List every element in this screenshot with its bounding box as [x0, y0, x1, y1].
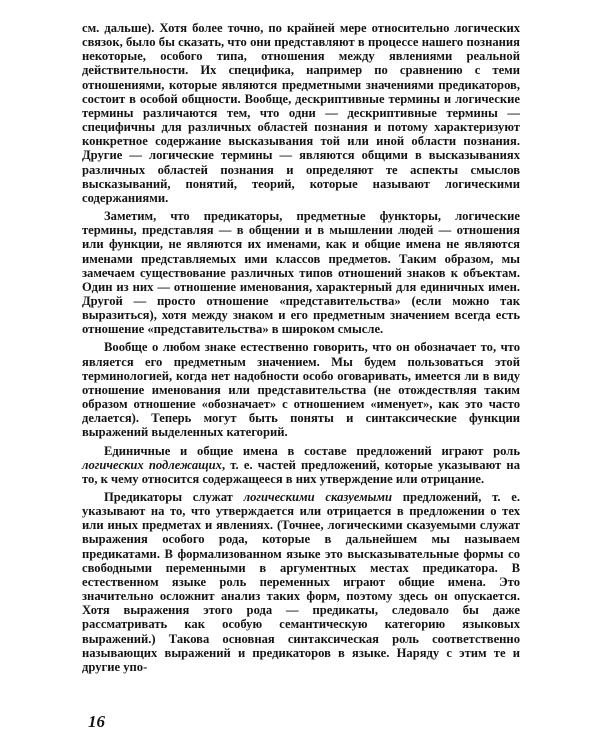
text-segment: предложений, т. е. указывают на то, что утверждается или отрицается в предложении о тех или иных предметах и явлениях. (Точнее, логическими сказуемыми служат выражения особого рода, которые в дальнейшем мы называем предикатами. В формализованном языке это высказывательные формы со свободными переменными в аргументных местах предикатора. В естественном языке роль переменных играют общие имена. Это значительно осложнит анализ таких форм, поэтому здесь он опускается. Хотя выражения этого рода — предикаты, следовало бы даже рассматривать как особую семантическую категорию языковых выражений.) Такова основная синтаксическая роль соответственно называющих выражений и предикаторов в языке. Наряду с этим те и другие упо-	[82, 490, 520, 674]
paragraph-5	[82, 490, 520, 674]
page-body-text	[82, 21, 520, 674]
paragraph-2	[82, 209, 520, 336]
paragraph-1	[82, 21, 520, 205]
text-segment: Заметим, что предикаторы, предметные функторы, логические термины, представляя — в общении и в мышлении людей — отношения или функции, не являются их именами, как и общие имена не являются именами представляемых ими классов предметов. Таким образом, мы замечаем существование различных типов отношений знаков к объектам. Один из них — отношение именования, характерный для единичных имен. Другой — просто отношение «представительства» (если можно так выразиться), хотя между знаком и его предметным значением всегда есть отношение «представительства» в широком смысле.	[82, 209, 520, 337]
text-segment: Вообще о любом знаке естественно говорить, что он обозначает то, что является его предметным значением. Мы будем пользоваться этой терминологией, когда нет надобности особо оговаривать, имеется ли в виду отношение именования или представительства (не отождествляя таким образом отношение «обозначает» с отношением «именует», как это часто делается). Теперь могут быть поняты и синтаксические функции выражений выделенных категорий.	[82, 340, 520, 440]
italic-term: логических подлежащих	[82, 457, 222, 472]
text-segment: см. дальше). Хотя более точно, по крайней мере относительно логических связок, было бы сказать, что они представляют в процессе нашего познания некоторые, особого типа, отношения между явлениями реальной действительности. Их специфика, например по сравнению с теми отношениями, которые являются предметными значениями предикаторов, состоит в особой общности. Вообще, дескриптивные термины и логические термины различаются тем, что одни — дескриптивные термины — специфичны для различных областей познания и потому характеризуют конкретное содержание высказывания той или иной области познания. Другие — логические термины — являются общими в высказываниях различных областей познания и определяют те аспекты смыслов высказываний, понятий, теорий, которые называют логическими содержаниями.	[82, 21, 520, 205]
paragraph-4	[82, 444, 520, 486]
text-segment: Единичные и общие имена в составе предложений играют роль	[104, 443, 520, 458]
text-segment: , т. е. частей предложений, которые указывают на то, к чему относится содержащееся в них утверждение или отрицание.	[82, 457, 520, 486]
paragraph-3	[82, 340, 520, 439]
italic-term: логическими сказуемыми	[243, 490, 393, 504]
page-number: 16	[88, 712, 105, 731]
text-segment: Предикаторы служат	[104, 490, 244, 504]
